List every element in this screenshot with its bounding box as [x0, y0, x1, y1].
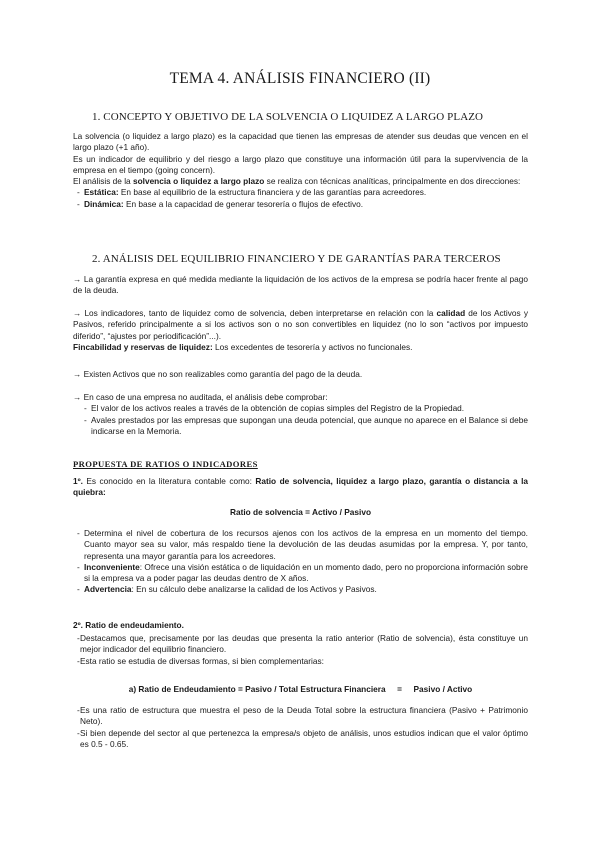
bold-text: solvencia o liquidez a largo plazo: [132, 176, 265, 187]
paragraph: → La garantía expresa en qué medida mediante la liquidación de los activos de la empresa se podría hacer frente al pago de la deuda.: [73, 274, 528, 296]
paragraph: La solvencia (o liquidez a largo plazo) es la capacidad que tienen las empresas de atender sus deudas que vencen en el largo plazo (+1 año).: [73, 131, 528, 153]
ratio-2-details: [73, 705, 528, 750]
ratio-1-list: [73, 528, 528, 596]
paragraph: [73, 392, 528, 437]
ratio-2-heading: [73, 620, 528, 631]
bold-text: 2º. Ratio de endeudamiento.: [73, 620, 184, 630]
bold-text: Dinámica:: [84, 198, 124, 209]
text: En base a la capacidad de generar tesorería o flujos de efectivo.: [123, 198, 364, 209]
text-block: [73, 308, 528, 342]
list-item: - Destacamos que, precisamente por las deudas que presenta la ratio anterior (Ratio de solvencia), ésta constituye un mejor indicador del equilibrio financiero.: [73, 633, 528, 656]
list-item: [73, 584, 528, 595]
bold-text: 1º.: [73, 476, 83, 486]
list-item: - Determina el nivel de cobertura de los recursos ajenos con los activos de la empresa en un momento del tiempo. Cuanto mayor sea su valor, más respaldo tiene la devolución de las deudas asumidas por la empresa. Y, por tanto, representa una mayor garantía para los acreedores.: [73, 528, 528, 562]
text: El análisis de la: [73, 176, 133, 187]
paragraph: [73, 308, 528, 353]
ratio-2-list: [73, 633, 528, 667]
paragraph: → Existen Activos que no son realizables como garantía del pago de la deuda.: [73, 369, 363, 379]
text: En base al equilibrio de la estructura financiera y de las garantías para acreedores.: [118, 187, 427, 198]
text: → Los indicadores, tanto de liquidez como de solvencia, deben interpretarse en relación con la: [73, 308, 437, 318]
bold-text: Estática:: [84, 187, 119, 198]
list-item: [73, 187, 528, 198]
text: Los excedentes de tesorería y activos no funcionales.: [212, 341, 413, 352]
page-title: TEMA 4. ANÁLISIS FINANCIERO (II): [169, 70, 431, 87]
ratios-heading: PROPUESTA DE RATIOS O INDICADORES: [73, 459, 258, 469]
section-1-heading: 1. CONCEPTO Y OBJETIVO DE LA SOLVENCIA O LIQUIDEZ A LARGO PLAZO: [92, 111, 484, 123]
text: → En caso de una empresa no auditada, el análisis debe comprobar:: [73, 392, 328, 402]
list-item: [73, 562, 528, 585]
bold-text: a) Ratio de Endeudamiento = Pasivo / Total Estructura Financiera = Pasivo / Activo: [128, 684, 473, 694]
text: de los Activos y Pasivos, referido principalmente a si los activos son o no son convertibles en liquidez (no lo son “activos por impuesto diferido”, “ajustes por periodificación”...).: [73, 308, 528, 341]
bold-text: Ratio de solvencia = Activo / Pasivo: [229, 507, 372, 517]
bold-text: Advertencia: [84, 584, 132, 595]
text: : Ofrece una visión estática o de liquidación en un momento dado, pero no proporciona información sobre si la empresa va a poder pagar las deudas dentro de X años.: [84, 561, 528, 584]
list-item: - Es una ratio de estructura que muestra el peso de la Deuda Total sobre la estructura financiera (Pasivo + Patrimonio Neto).: [73, 705, 528, 728]
paragraph: [73, 176, 528, 187]
text: Es conocido en la literatura contable como:: [82, 476, 256, 486]
list-item: - Esta ratio se estudia de diversas formas, si bien complementarias:: [73, 656, 528, 667]
bold-text: calidad: [436, 308, 466, 318]
list-item: - El valor de los activos reales a través de la obtención de copias simples del Registro de la Propiedad.: [73, 403, 528, 414]
ratio-1-intro: [73, 476, 528, 499]
section-1-body: [73, 131, 528, 210]
bold-text: Inconveniente: [84, 561, 140, 572]
bold-text: Fincabilidad y reservas de liquidez:: [73, 341, 213, 352]
text: : En su cálculo debe analizarse la calidad de los Activos y Pasivos.: [131, 584, 377, 595]
ratio-2-formula: [73, 684, 528, 695]
list-item: - Si bien depende del sector al que pertenezca la empresa/s objeto de análisis, unos estudios indican que el valor óptimo es 0.5 - 0.65.: [73, 728, 528, 751]
paragraph: Es un indicador de equilibrio y del riesgo a largo plazo que constituye una información útil para la supervivencia de la empresa en el tiempo (going concern).: [73, 153, 528, 175]
list-item: [73, 199, 528, 210]
text: se realiza con técnicas analíticas, principalmente en dos direcciones:: [264, 176, 521, 187]
text-block: [73, 342, 528, 353]
section-2-heading: 2. ANÁLISIS DEL EQUILIBRIO FINANCIERO Y DE GARANTÍAS PARA TERCEROS: [92, 253, 501, 265]
ratio-1-formula: [73, 507, 528, 518]
bold-text: Ratio de solvencia, liquidez a largo plazo, garantía o distancia a la quiebra:: [73, 476, 528, 498]
list-item: - Avales prestados por las empresas que supongan una deuda potencial, que aunque no aparece en el Balance si debe indicarse en la Memoria.: [73, 415, 528, 438]
